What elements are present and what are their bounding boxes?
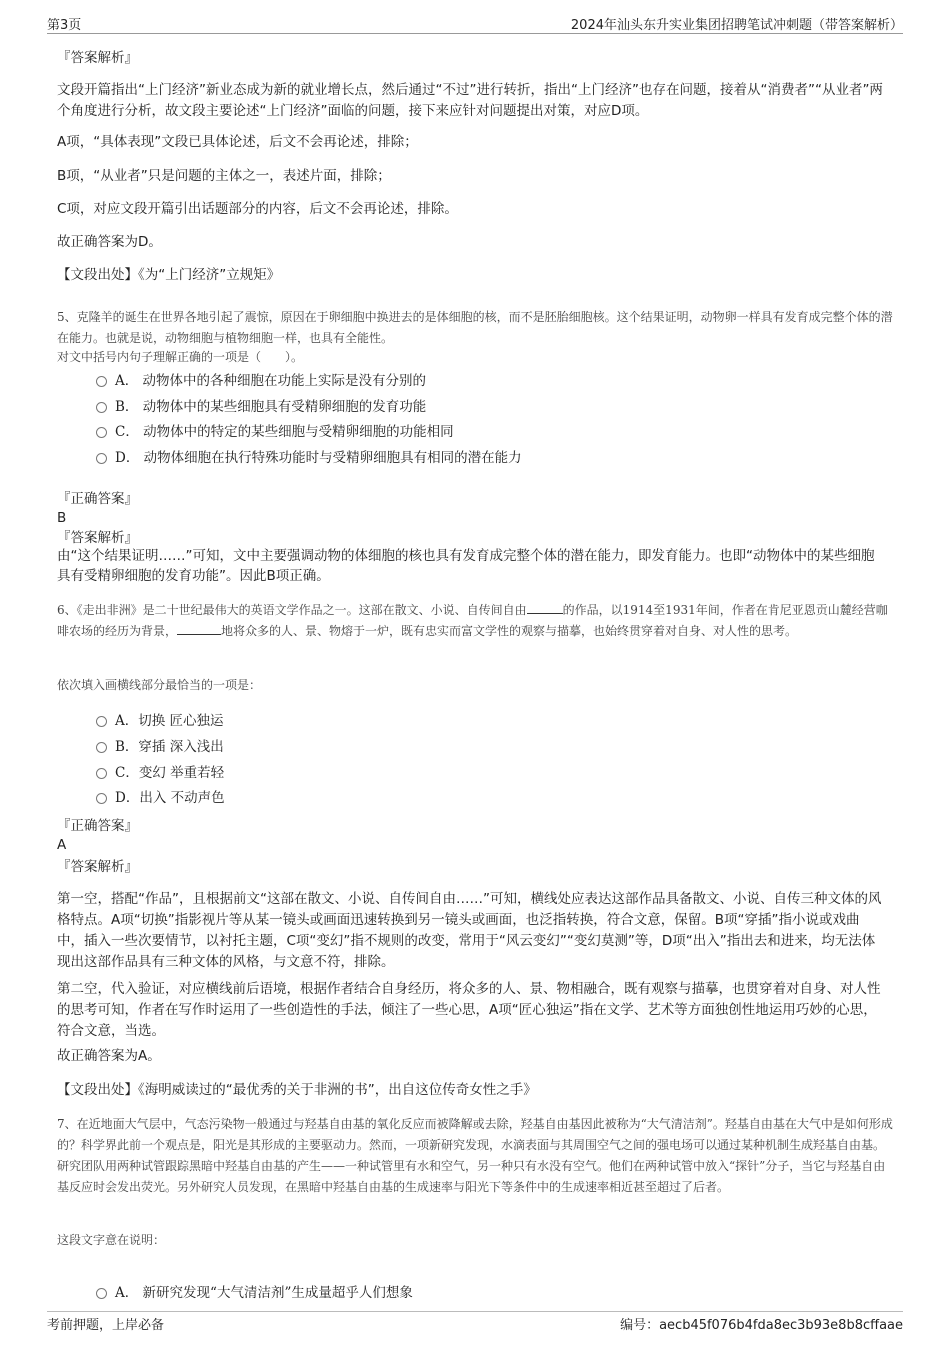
q6-answer-label: 『正确答案』 bbox=[57, 818, 138, 834]
q6-option-d-label: D．出入 不动声色 bbox=[115, 790, 225, 806]
q5-answer-label: 『正确答案』 bbox=[57, 491, 138, 507]
q6-analysis-label: 『答案解析』 bbox=[57, 859, 138, 875]
q7-option-a-label: A． 新研究发现“大气清洁剂”生成量超乎人们想象 bbox=[115, 1285, 413, 1301]
q5-analysis-label: 『答案解析』 bbox=[57, 530, 138, 546]
radio-icon[interactable] bbox=[96, 402, 107, 413]
radio-icon[interactable] bbox=[96, 716, 107, 727]
q6-blank-1 bbox=[527, 601, 563, 614]
q6-stem bbox=[57, 600, 895, 642]
q6-stem-part-2: 的作品，以1914至1931年间，作者在肯尼亚恩贡山麓经营咖啡农场的经历为背景， bbox=[57, 603, 888, 638]
q4-analysis: 文段开篇指出“上门经济”新业态成为新的就业增长点，然后通过“不过”进行转折，指出“上门经济”也存在问题，接着从“消费者”“从业者”两个角度进行分析，故文段主要论述“上门经济”面临的问题，接下来应针对问题提出对策，对应D项。 bbox=[57, 82, 883, 119]
q4-conclusion: 故正确答案为D。 bbox=[57, 234, 162, 250]
q6-analysis-para-2: 第二空，代入验证，对应横线前后语境，根据作者结合自身经历，将众多的人、景、物相融合，既有观察与描摹，也贯穿着对自身、对人性的思考可知，作者在写作时运用了一些创造性的手法，倾注了一些心思，A项“匠心独运”指在文学、艺术等方面独创性地运用巧妙的心思，符合文意，当选。 bbox=[57, 981, 881, 1039]
page-number: 第3页 bbox=[47, 18, 82, 33]
q7-option-a[interactable] bbox=[96, 1283, 413, 1303]
q5-option-b-label: B． 动物体中的某些细胞具有受精卵细胞的发育功能 bbox=[115, 399, 427, 415]
q7-question: 这段文字意在说明： bbox=[57, 1233, 166, 1247]
q5-option-c[interactable] bbox=[96, 422, 454, 442]
header-divider bbox=[47, 33, 903, 34]
q6-option-c-label: C．变幻 举重若轻 bbox=[115, 765, 225, 781]
radio-icon[interactable] bbox=[96, 376, 107, 387]
q6-conclusion: 故正确答案为A。 bbox=[57, 1048, 161, 1064]
radio-icon[interactable] bbox=[96, 742, 107, 753]
q5-option-a[interactable] bbox=[96, 371, 426, 391]
q6-option-b[interactable] bbox=[96, 737, 224, 757]
q6-option-c[interactable] bbox=[96, 763, 224, 783]
q6-blank-2 bbox=[177, 622, 221, 635]
q4-option-b-note: B项，“从业者”只是问题的主体之一，表述片面，排除； bbox=[57, 168, 391, 184]
q6-option-a[interactable] bbox=[96, 711, 224, 731]
page-footer bbox=[47, 1314, 903, 1334]
radio-icon[interactable] bbox=[96, 793, 107, 804]
q5-analysis: 由“这个结果证明……”可知，文中主要强调动物的体细胞的核也具有发育成完整个体的潜在能力，即发育能力。也即“动物体中的某些细胞具有受精卵细胞的发育功能”。因此B项正确。 bbox=[57, 548, 875, 584]
radio-icon[interactable] bbox=[96, 768, 107, 779]
q5-option-a-label: A． 动物体中的各种细胞在功能上实际是没有分别的 bbox=[115, 373, 427, 389]
document-title: 2024年汕头东升实业集团招聘笔试冲刺题（带答案解析） bbox=[570, 18, 903, 33]
q6-source: 【文段出处】《海明威读过的“最优秀的关于非洲的书”，出自这位传奇女性之手》 bbox=[57, 1082, 537, 1098]
q6-option-d[interactable] bbox=[96, 788, 225, 808]
q5-question: 对文中括号内句子理解正确的一项是（ ）。 bbox=[57, 350, 304, 364]
q6-answer: A bbox=[57, 837, 67, 853]
q5-option-b[interactable] bbox=[96, 397, 426, 417]
q6-stem-part-3: 地将众多的人、景、物熔于一炉，既有忠实而富文学性的观察与描摹，也始终贯穿着对自身、对人性的思考。 bbox=[221, 624, 798, 638]
q4-source: 【文段出处】《为“上门经济”立规矩》 bbox=[57, 267, 281, 283]
footer-slogan: 考前押题，上岸必备 bbox=[47, 1318, 165, 1333]
radio-icon[interactable] bbox=[96, 453, 107, 464]
q6-stem-part-1: 6、《走出非洲》是二十世纪最伟大的英语文学作品之一。这部在散文、小说、自传间自由 bbox=[57, 603, 527, 617]
q5-stem: 5、克隆羊的诞生在世界各地引起了震惊，原因在于卵细胞中换进去的是体细胞的核，而不是胚胎细胞核。这个结果证明，动物卵一样具有发育成完整个体的潜在能力。也就是说，动物细胞与植物细胞一样，也具有全能性。 bbox=[57, 310, 893, 345]
q5-option-d[interactable] bbox=[96, 448, 522, 468]
radio-icon[interactable] bbox=[96, 427, 107, 438]
q6-analysis-para-1: 第一空，搭配“作品”，且根据前文“这部在散文、小说、自传间自由……”可知，横线处应表达这部作品具备散文、小说、自传三种文体的风格特点。A项“切换”指影视片等从某一镜头或画面迅速转换到另一镜头或画面，也泛指转换，符合文意，保留。B项“穿插”指小说或戏曲中，插入一些次要情节，以衬托主题，C项“变幻”指不规则的改变，常用于“风云变幻”“变幻莫测”等，D项“出入”指出去和进来，均无法体现出这部作品具有三种文体的风格，与文意不符，排除。 bbox=[57, 891, 882, 970]
radio-icon[interactable] bbox=[96, 1288, 107, 1299]
q5-option-d-label: D． 动物体细胞在执行特殊功能时与受精卵细胞具有相同的潜在能力 bbox=[115, 450, 522, 466]
q4-option-a-note: A项，“具体表现”文段已具体论述，后文不会再论述，排除； bbox=[57, 134, 418, 150]
document-id: 编号：aecb45f076b4fda8ec3b93e8b8cffaae bbox=[620, 1318, 903, 1333]
footer-divider bbox=[47, 1311, 903, 1312]
q7-stem: 7、在近地面大气层中，气态污染物一般通过与羟基自由基的氧化反应而被降解或去除，羟基自由基因此被称为“大气清洁剂”。羟基自由基在大气中是如何形成的？科学界此前一个观点是，阳光是其形成的主要驱动力。然而，一项新研究发现，水滴表面与其周围空气之间的强电场可以通过某种机制生成羟基自由基。研究团队用两种试管跟踪黑暗中羟基自由基的产生——一种试管里有水和空气，另一种只有水没有空气。他们在两种试管中放入“探针”分子，当它与羟基自由基反应时会发出荧光。另外研究人员发现，在黑暗中羟基自由基的生成速率与阳光下等条件中的生成速率相近甚至超过了后者。 bbox=[57, 1117, 893, 1194]
q6-option-a-label: A．切换 匠心独运 bbox=[115, 713, 224, 729]
q5-option-c-label: C． 动物体中的特定的某些细胞与受精卵细胞的功能相同 bbox=[115, 424, 454, 440]
q4-option-c-note: C项，对应文段开篇引出话题部分的内容，后文不会再论述，排除。 bbox=[57, 201, 458, 217]
page-header bbox=[47, 14, 903, 34]
q6-question: 依次填入画横线部分最恰当的一项是： bbox=[57, 678, 262, 692]
q6-option-b-label: B．穿插 深入浅出 bbox=[115, 739, 224, 755]
q4-analysis-label: 『答案解析』 bbox=[57, 50, 138, 66]
q5-answer: B bbox=[57, 510, 67, 526]
